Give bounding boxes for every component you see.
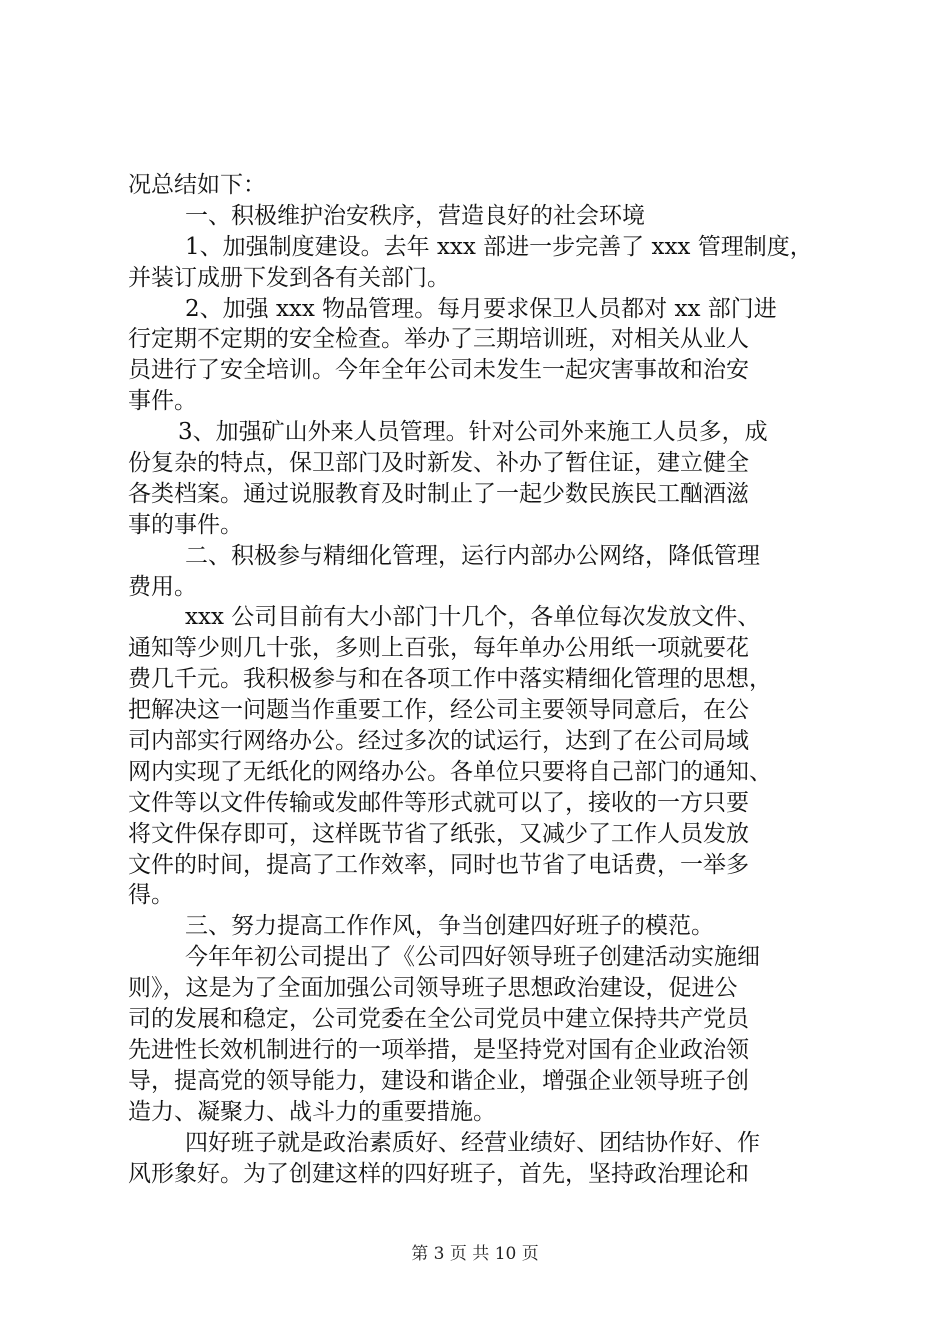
document-body	[128, 170, 833, 1189]
text-line: 并装订成册下发到各有关部门。	[128, 264, 450, 291]
text-line: 司内部实行网络办公。经过多次的试运行，达到了在公司局域	[128, 728, 749, 755]
text-line: xxx 公司目前有大小部门十几个，各单位每次发放文件、	[185, 604, 761, 631]
text-line: 通知等少则几十张，多则上百张，每年单办公用纸一项就要花	[128, 635, 749, 662]
text-line: 导，提高党的领导能力，建设和谐企业，增强企业领导班子创	[128, 1067, 749, 1094]
text-line: 事的事件。	[128, 511, 243, 538]
text-line: 行定期不定期的安全检查。举办了三期培训班，对相关从业人	[128, 326, 749, 353]
text-line: 一、积极维护治安秩序，营造良好的社会环境	[185, 202, 645, 229]
text-line: 今年年初公司提出了《公司四好领导班子创建活动实施细	[185, 944, 760, 971]
text-line: 各类档案。通过说服教育及时制止了一起少数民族民工酗酒滋	[128, 480, 749, 507]
text-line: 得。	[128, 882, 174, 909]
text-line: 文件等以文件传输或发邮件等形式就可以了，接收的一方只要	[128, 789, 749, 816]
text-line: 份复杂的特点，保卫部门及时新发、补办了暂住证，建立健全	[128, 450, 749, 477]
text-line: 3、加强矿山外来人员管理。针对公司外来施工人员多，成	[178, 419, 768, 446]
text-line: 四好班子就是政治素质好、经营业绩好、团结协作好、作	[185, 1129, 760, 1156]
text-line: 风形象好。为了创建这样的四好班子，首先，坚持政治理论和	[128, 1160, 749, 1187]
text-line: 司的发展和稳定，公司党委在全公司党员中建立保持共产党员	[128, 1006, 749, 1033]
text-line: 费用。	[128, 573, 197, 600]
text-line: 1、加强制度建设。去年 xxx 部进一步完善了 xxx 管理制度，	[185, 233, 813, 260]
text-line: 造力、凝聚力、战斗力的重要措施。	[128, 1098, 496, 1125]
text-line: 把解决这一问题当作重要工作，经公司主要领导同意后，在公	[128, 697, 749, 724]
text-line: 将文件保存即可，这样既节省了纸张，又减少了工作人员发放	[128, 820, 749, 847]
text-line: 文件的时间，提高了工作效率，同时也节省了电话费，一举多	[128, 851, 749, 878]
text-line: 员进行了安全培训。今年全年公司未发生一起灾害事故和治安	[128, 357, 749, 384]
text-line: 况总结如下：	[128, 172, 266, 198]
text-line: 先进性长效机制进行的一项举措，是坚持党对国有企业政治领	[128, 1036, 749, 1063]
text-line: 三、努力提高工作作风，争当创建四好班子的模范。	[185, 913, 714, 940]
text-line: 则》，这是为了全面加强公司领导班子思想政治建设，促进公	[128, 975, 738, 1002]
text-line: 2、加强 xxx 物品管理。每月要求保卫人员都对 xx 部门进	[185, 295, 777, 322]
text-line: 费几千元。我积极参与和在各项工作中落实精细化管理的思想，	[128, 666, 772, 693]
text-line: 二、积极参与精细化管理，运行内部办公网络，降低管理	[185, 542, 760, 569]
text-line: 事件。	[128, 388, 197, 415]
text-line: 网内实现了无纸化的网络办公。各单位只要将自己部门的通知、	[128, 758, 772, 785]
page-number-footer: 第 3 页 共 10 页	[411, 1244, 539, 1264]
